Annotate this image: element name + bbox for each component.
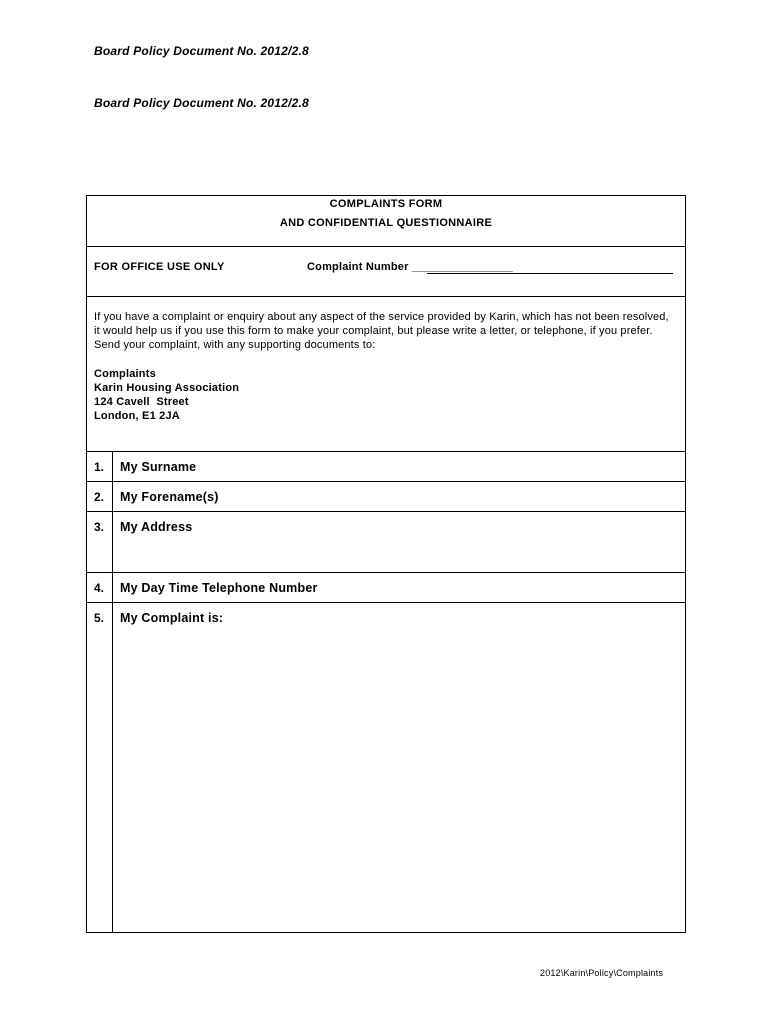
intro-text: If you have a complaint or enquiry about any aspect of the service provided by Karin, which has not been resolved, it would help us if you use this form to make your complaint, but please write a letter, or telephone, if you prefer. Send your complaint, with any supporting documents to:: [94, 311, 669, 351]
complaint-number-label: Complaint Number ________________: [307, 261, 513, 273]
surname-label: My Surname: [120, 460, 197, 474]
question-number: 4.: [94, 581, 105, 595]
postal-address: [94, 367, 239, 423]
telephone-row[interactable]: [87, 573, 685, 603]
office-use-section: [87, 247, 685, 297]
address-line: 124 Cavell Street: [94, 396, 189, 408]
number-column-divider: [112, 452, 113, 932]
address-line: Complaints: [94, 368, 156, 380]
address-line: London, E1 2JA: [94, 410, 180, 422]
question-number: 3.: [94, 520, 105, 534]
surname-row[interactable]: [87, 452, 685, 482]
document-reference-top: Board Policy Document No. 2012/2.8: [94, 44, 309, 58]
forename-label: My Forename(s): [120, 490, 219, 504]
office-use-label: FOR OFFICE USE ONLY: [94, 261, 225, 273]
address-label: My Address: [120, 520, 193, 534]
document-reference-second: Board Policy Document No. 2012/2.8: [94, 96, 309, 110]
complaint-row[interactable]: [87, 603, 685, 932]
forename-row[interactable]: [87, 482, 685, 512]
intro-section: [87, 297, 685, 452]
form-title-section: [87, 196, 685, 247]
form-title: COMPLAINTS FORM: [329, 198, 443, 210]
question-number: 5.: [94, 611, 105, 625]
telephone-label: My Day Time Telephone Number: [120, 581, 318, 595]
complaints-form: [86, 195, 686, 933]
address-line: Karin Housing Association: [94, 382, 240, 394]
question-number: 1.: [94, 460, 105, 474]
complaint-label: My Complaint is:: [120, 611, 224, 625]
footer-file-path: 2012\Karin\Policy\Complaints: [540, 968, 664, 978]
address-row[interactable]: [87, 512, 685, 573]
complaint-number-field[interactable]: [427, 273, 673, 274]
form-subtitle: AND CONFIDENTIAL QUESTIONNAIRE: [279, 217, 493, 229]
question-number: 2.: [94, 490, 105, 504]
